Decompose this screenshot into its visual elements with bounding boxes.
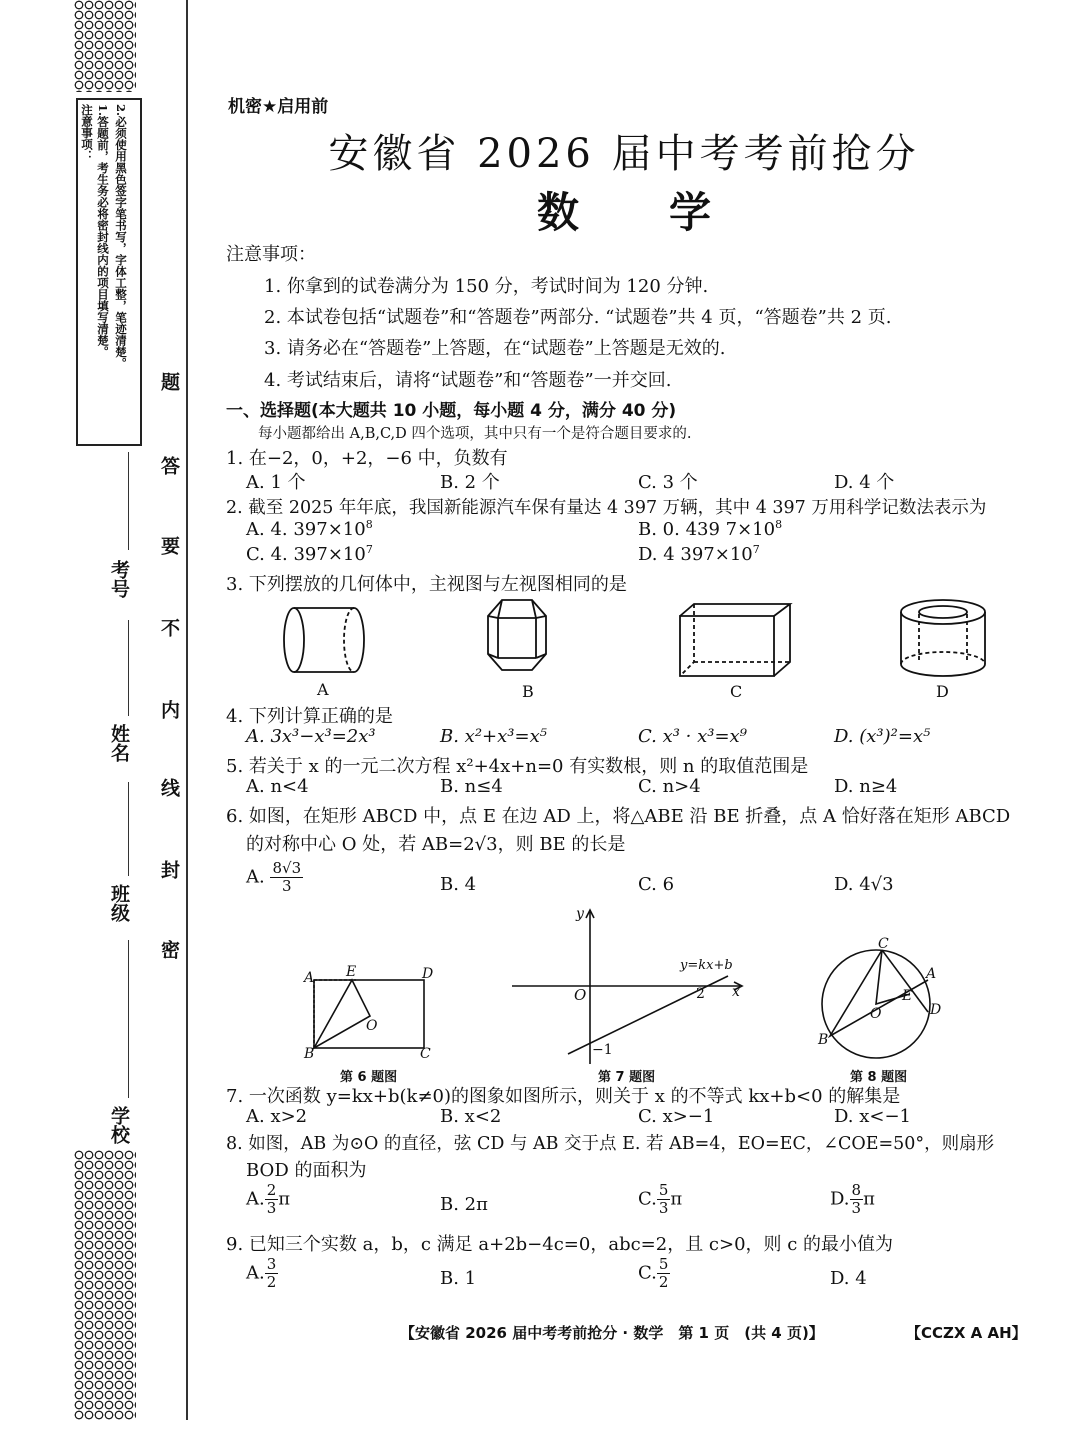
field-name-label: 姓名 [108, 724, 130, 762]
seal-char: 题 [158, 372, 180, 391]
q3-stem: 3. 下列摆放的几何体中，主视图与左视图相同的是 [226, 574, 627, 595]
fig8-point-a: A [926, 966, 937, 982]
perforation-bottom [74, 1150, 136, 1420]
q4-option-c[interactable]: C. x³ · x³=x⁹ [638, 726, 747, 747]
notice-item: 3. 请务必在“答题卷”上答题，在“试题卷”上答题是无效的. [264, 338, 726, 359]
q8-option-b[interactable]: B. 2π [440, 1194, 488, 1215]
exam-title: 安徽省 2026 届中考考前抢分 [328, 131, 920, 177]
hex-prism-shape [488, 600, 546, 670]
q5-option-c[interactable]: C. n>4 [638, 776, 701, 797]
q4-option-a[interactable]: A. 3x³−x³=2x³ [246, 726, 376, 747]
q3-label-d: D [936, 682, 949, 701]
field-school-label: 学校 [108, 1106, 130, 1144]
q8-stem-1: 8. 如图，AB 为⊙O 的直径，弦 CD 与 AB 交于点 E. 若 AB=4，EO=EC，∠COE=50°，则扇形 [226, 1134, 995, 1154]
q4-option-d[interactable]: D. (x³)²=x⁵ [834, 726, 931, 747]
fig6-point-d: D [422, 966, 434, 982]
fig6-point-o: O [366, 1018, 378, 1034]
q1-option-a[interactable]: A. 1 个 [246, 472, 306, 493]
fig6-point-c: C [420, 1046, 431, 1062]
q6-stem-2: 的对称中心 O 处，若 AB=2√3，则 BE 的长是 [246, 834, 626, 855]
q8-stem-2: BOD 的面积为 [246, 1160, 367, 1181]
notice-item: 1. 你拿到的试卷满分为 150 分，考试时间为 120 分钟. [264, 276, 709, 297]
fig8-point-b: B [818, 1032, 829, 1048]
q4-option-b[interactable]: B. x²+x³=x⁵ [440, 726, 547, 747]
fig7-origin: O [574, 986, 587, 1004]
q3-solids [270, 596, 1000, 704]
notice-heading: 注意事项： [226, 244, 316, 265]
fig8-point-c: C [878, 936, 889, 952]
q7-option-b[interactable]: B. x<2 [440, 1106, 502, 1127]
seal-char: 不 [158, 618, 180, 637]
field-name-line[interactable] [128, 620, 129, 716]
seal-char: 密 [158, 940, 180, 959]
seal-char: 答 [158, 456, 180, 475]
fig7-function-label: y=kx+b [680, 958, 733, 973]
fig6-caption: 第 6 题图 [340, 1070, 398, 1085]
secret-mark: 机密★启用前 [228, 97, 329, 117]
field-kaohao-label: 考号 [108, 560, 130, 598]
q7-option-d[interactable]: D. x<−1 [834, 1106, 912, 1127]
fig7-axis-y: y [576, 906, 584, 922]
q3-label-b: B [522, 682, 534, 701]
subject-title: 数学 [536, 188, 801, 237]
fig7-caption: 第 7 题图 [598, 1070, 656, 1085]
q8-option-c[interactable]: C. $\frac{5}{3}$ π [638, 1181, 683, 1217]
q5-stem: 5. 若关于 x 的一元二次方程 x²+4x+n=0 有实数根，则 n 的取值范围是 [226, 756, 809, 777]
q6-option-c[interactable]: C. 6 [638, 874, 675, 895]
figure-8 [818, 940, 948, 1066]
q3-label-c: C [730, 682, 743, 701]
fig8-point-e: E [902, 988, 913, 1004]
field-class-label: 班级 [108, 884, 130, 922]
margin-notice-2: 2.必须使用黑色签字笔书写，字体工整，笔迹清楚。 [114, 104, 128, 370]
fig8-point-d: D [930, 1002, 942, 1018]
q7-stem: 7. 一次函数 y=kx+b(k≠0)的图象如图所示，则关于 x 的不等式 kx+b<0 的解集是 [226, 1086, 901, 1107]
q6-option-d[interactable]: D. 4√3 [834, 874, 894, 895]
q3-label-a: A [317, 680, 329, 699]
q8-option-d[interactable]: D. $\frac{8}{3}$ π [830, 1181, 875, 1217]
q4-stem: 4. 下列计算正确的是 [226, 706, 393, 727]
page-footer-left: 【安徽省 2026 届中考考前抢分 · 数学 第 1 页 (共 4 页)】 [400, 1324, 824, 1342]
fig6-point-e: E [346, 964, 357, 980]
q2-option-a[interactable]: A. 4. $397\times 10^8$ [246, 518, 373, 540]
q1-option-d[interactable]: D. 4 个 [834, 472, 895, 493]
q6-stem-1: 6. 如图，在矩形 ABCD 中，点 E 在边 AD 上，将△ABE 沿 BE 折叠，点 A 恰好落在矩形 ABCD [226, 806, 1011, 827]
q7-option-c[interactable]: C. x>−1 [638, 1106, 715, 1127]
cylinder-lying-shape [284, 608, 364, 672]
q5-option-a[interactable]: A. n<4 [246, 776, 309, 797]
seal-char: 封 [158, 860, 180, 879]
fig8-point-o: O [870, 1006, 882, 1022]
seal-char: 要 [158, 536, 180, 555]
margin-notice-title: 注意事项： [80, 104, 94, 162]
fig7-axis-x: x [732, 984, 740, 1000]
fig8-caption: 第 8 题图 [850, 1070, 908, 1085]
notice-item: 4. 考试结束后，请将“试题卷”和“答题卷”一并交回. [264, 370, 672, 391]
seal-char: 线 [158, 778, 180, 797]
q1-option-c[interactable]: C. 3 个 [638, 472, 698, 493]
q5-option-d[interactable]: D. n≥4 [834, 776, 898, 797]
page-footer-code: 【CCZX A AH】 [906, 1324, 1027, 1342]
cuboid-shape [680, 604, 790, 676]
fig7-tick-2: 2 [696, 986, 705, 1002]
field-class-line[interactable] [128, 782, 129, 876]
q2-option-d[interactable]: D. 4 $397\times 10^7$ [638, 543, 760, 565]
figure-7 [508, 906, 748, 1066]
section-heading: 一、选择题(本大题共 10 小题，每小题 4 分，满分 40 分) [226, 401, 677, 421]
q7-option-a[interactable]: A. x>2 [246, 1106, 308, 1127]
notice-item: 2. 本试卷包括“试题卷”和“答题卷”两部分. “试题卷”共 4 页，“答题卷”共 2 页. [264, 307, 892, 328]
q1-option-b[interactable]: B. 2 个 [440, 472, 500, 493]
q2-option-c[interactable]: C. 4. $397\times 10^7$ [246, 543, 373, 565]
q9-option-c[interactable]: C. $\frac{5}{2}$ [638, 1255, 669, 1291]
seal-char: 内 [158, 700, 180, 719]
q9-option-d[interactable]: D. 4 [830, 1268, 867, 1289]
q9-stem: 9. 已知三个实数 a，b，c 满足 a+2b−4c=0，abc=2，且 c>0，则 c 的最小值为 [226, 1234, 894, 1255]
q5-option-b[interactable]: B. n≤4 [440, 776, 503, 797]
section-subheading: 每小题都给出 A,B,C,D 四个选项，其中只有一个是符合题目要求的. [258, 426, 692, 442]
q8-option-a[interactable]: A. $\frac{2}{3}$ π [246, 1181, 291, 1217]
q6-option-a[interactable]: A. $\frac{8√3}{3}$ [246, 859, 302, 895]
fig7-tick-neg1: −1 [592, 1042, 613, 1058]
q9-option-b[interactable]: B. 1 [440, 1268, 477, 1289]
perforation-top [74, 0, 136, 92]
fig6-point-b: B [304, 1046, 315, 1062]
field-school-line[interactable] [128, 940, 129, 1098]
field-kaohao-line[interactable] [128, 452, 129, 550]
hollow-cylinder-shape [901, 600, 985, 676]
fig6-point-a: A [304, 970, 315, 986]
q2-stem: 2. 截至 2025 年年底，我国新能源汽车保有量达 4 397 万辆，其中 4 397 万用科学记数法表示为 [226, 498, 987, 518]
margin-notice-box [76, 98, 142, 446]
q2-option-b[interactable]: B. 0. 439 $7\times 10^8$ [638, 518, 783, 540]
q1-stem: 1. 在−2，0，+2，−6 中，负数有 [226, 448, 508, 469]
margin-notice-1: 1.答题前，考生务必将密封线内的项目填写清楚。 [96, 104, 110, 358]
binding-line [186, 0, 188, 1420]
q6-option-b[interactable]: B. 4 [440, 874, 477, 895]
q9-option-a[interactable]: A. $\frac{3}{2}$ [246, 1255, 277, 1291]
